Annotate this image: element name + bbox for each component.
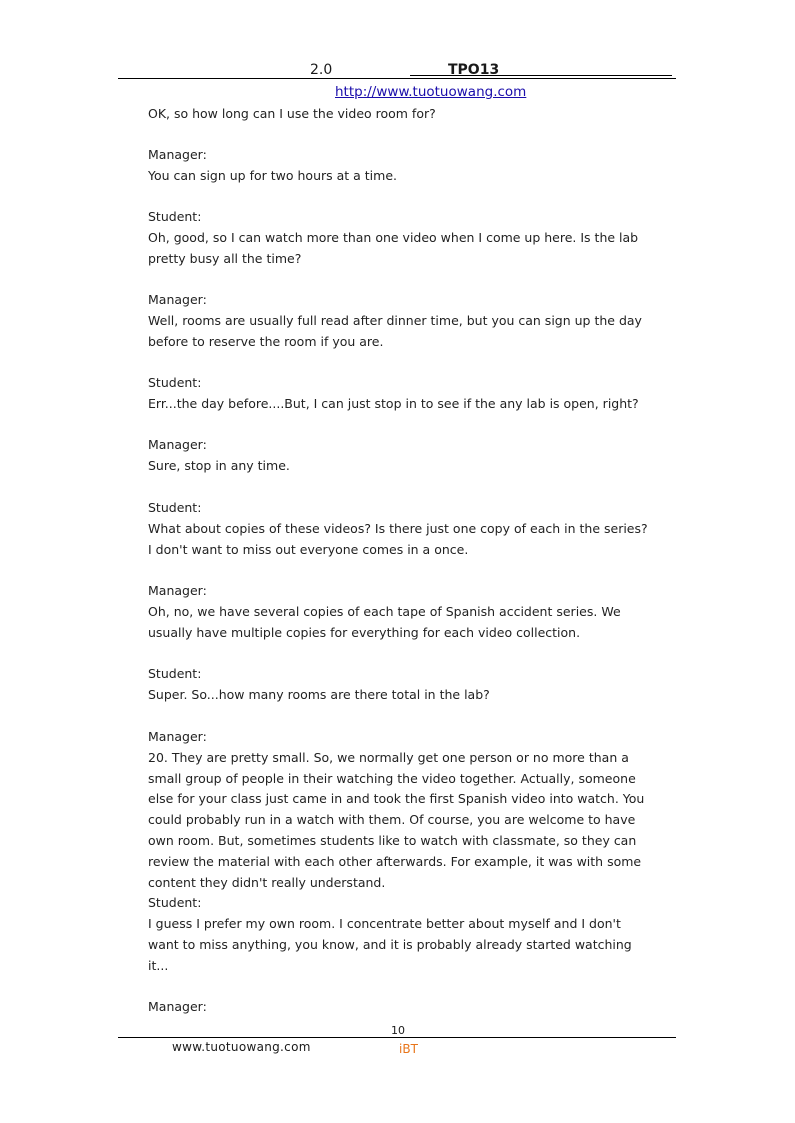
- footer-ibt-badge: iBT: [399, 1042, 418, 1056]
- speaker-label: Manager:: [148, 583, 207, 598]
- transcript-line: OK, so how long can I use the video room for?: [148, 106, 436, 121]
- transcript-line: What about copies of these videos? Is there just one copy of each in the series?: [148, 521, 648, 536]
- page-number: 10: [391, 1024, 405, 1037]
- transcript-line: I guess I prefer my own room. I concentrate better about myself and I don't: [148, 916, 621, 931]
- header-title: TPO13: [448, 62, 500, 78]
- transcript-line: Oh, no, we have several copies of each tape of Spanish accident series. We: [148, 604, 621, 619]
- footer-site: www.tuotuowang.com: [172, 1040, 311, 1054]
- transcript-line: content they didn't really understand.: [148, 875, 386, 890]
- footer-rule: [118, 1037, 676, 1038]
- transcript-line: else for your class just came in and took the first Spanish video into watch. You: [148, 791, 645, 806]
- speaker-label: Student:: [148, 209, 202, 224]
- transcript-line: You can sign up for two hours at a time.: [148, 168, 397, 183]
- speaker-label: Manager:: [148, 147, 207, 162]
- transcript-line: own room. But, sometimes students like to watch with classmate, so they can: [148, 833, 637, 848]
- transcript-line: pretty busy all the time?: [148, 251, 302, 266]
- header-rule: [118, 78, 676, 79]
- transcript-line: I don't want to miss out everyone comes in a once.: [148, 542, 469, 557]
- transcript-line: could probably run in a watch with them. Of course, you are welcome to have: [148, 812, 636, 827]
- speaker-label: Manager:: [148, 999, 207, 1014]
- speaker-label: Manager:: [148, 437, 207, 452]
- transcript-line: it...: [148, 958, 169, 973]
- header-link[interactable]: http://www.tuotuowang.com: [335, 84, 527, 100]
- header-version: 2.0: [310, 62, 333, 78]
- transcript-line: Super. So...how many rooms are there total in the lab?: [148, 687, 490, 702]
- transcript-line: review the material with each other afterwards. For example, it was with some: [148, 854, 642, 869]
- header-title-underline: [410, 75, 672, 76]
- speaker-label: Student:: [148, 375, 202, 390]
- transcript-line: small group of people in their watching the video together. Actually, someone: [148, 771, 636, 786]
- transcript-line: 20. They are pretty small. So, we normally get one person or no more than a: [148, 750, 629, 765]
- speaker-label: Manager:: [148, 292, 207, 307]
- transcript-line: usually have multiple copies for everything for each video collection.: [148, 625, 581, 640]
- speaker-label: Student:: [148, 500, 202, 515]
- transcript-line: Oh, good, so I can watch more than one video when I come up here. Is the lab: [148, 230, 639, 245]
- transcript-line: before to reserve the room if you are.: [148, 334, 384, 349]
- transcript-line: Sure, stop in any time.: [148, 458, 290, 473]
- speaker-label: Manager:: [148, 729, 207, 744]
- transcript-line: Well, rooms are usually full read after dinner time, but you can sign up the day: [148, 313, 642, 328]
- speaker-label: Student:: [148, 895, 202, 910]
- transcript-line: Err...the day before....But, I can just stop in to see if the any lab is open, right?: [148, 396, 639, 411]
- speaker-label: Student:: [148, 666, 202, 681]
- transcript-line: want to miss anything, you know, and it is probably already started watching: [148, 937, 632, 952]
